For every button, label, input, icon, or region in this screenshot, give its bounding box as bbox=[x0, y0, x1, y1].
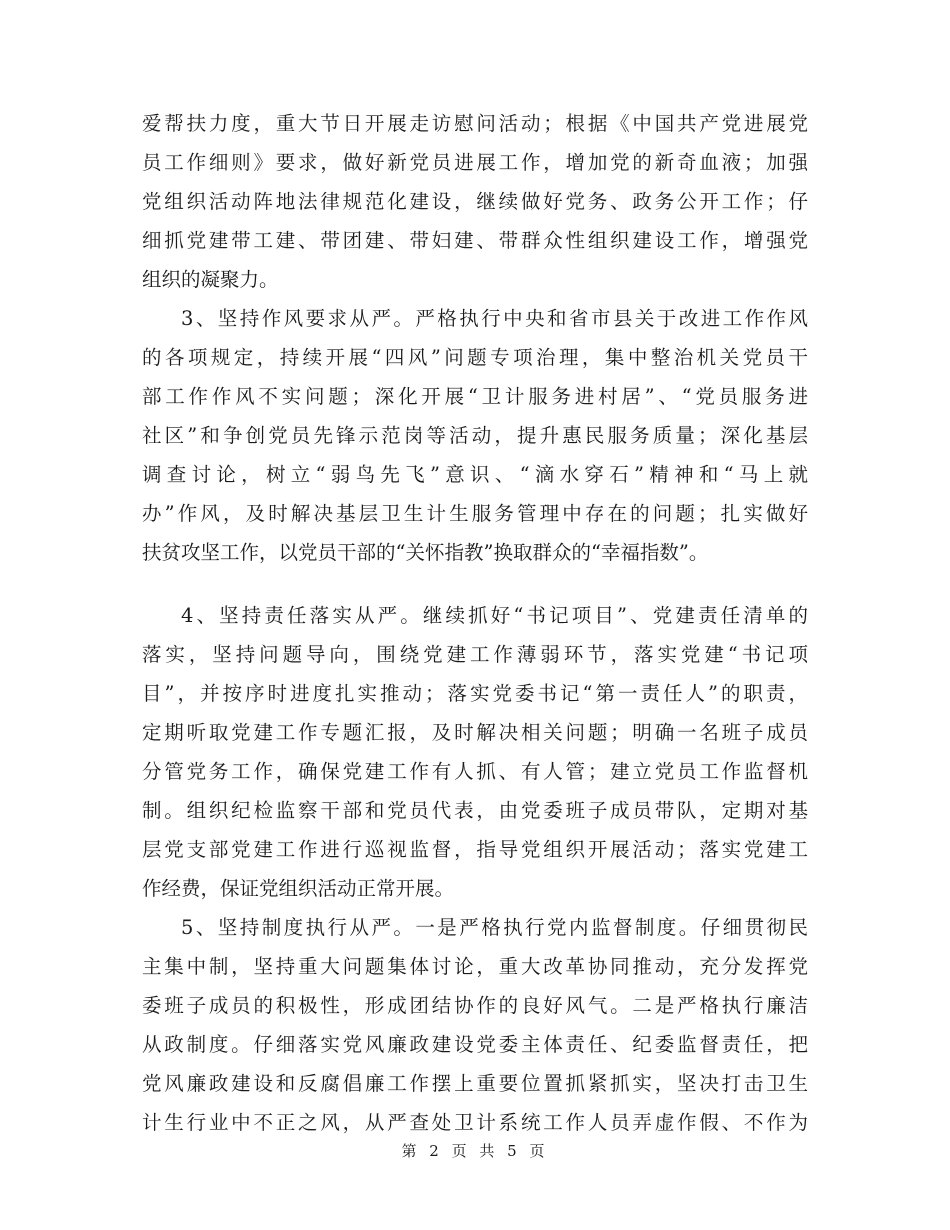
page-number-footer: 第 2 页 共 5 页 bbox=[401, 1142, 549, 1160]
text-line: 党组织活动阵地法律规范化建设，继续做好党务、政务公开工作；仔 bbox=[142, 190, 808, 213]
text-line: 目”，并按序时进度扎实推动；落实党委书记“第一责任人”的职责， bbox=[142, 682, 808, 705]
text-line: 主集中制，坚持重大问题集体讨论，重大改革协同推动，充分发挥党 bbox=[142, 955, 808, 978]
text-line: 3、坚持作风要求从严。严格执行中央和省市县关于改进工作作风 bbox=[181, 307, 808, 330]
text-line: 5、坚持制度执行从严。一是严格执行党内监督制度。仔细贯彻民 bbox=[181, 916, 808, 939]
text-line: 定期听取党建工作专题汇报，及时解决相关问题；明确一名班子成员 bbox=[142, 721, 808, 744]
text-line: 爱帮扶力度，重大节日开展走访慰问活动；根据《中国共产党进展党 bbox=[142, 112, 808, 135]
text-line: 办”作风，及时解决基层卫生计生服务管理中存在的问题；扎实做好 bbox=[142, 502, 808, 525]
text-line: 细抓党建带工建、带团建、带妇建、带群众性组织建设工作，增强党 bbox=[142, 229, 808, 252]
text-line: 从政制度。仔细落实党风廉政建设党委主体责任、纪委监督责任，把 bbox=[142, 1033, 808, 1056]
paragraph-2 bbox=[142, 299, 808, 572]
text-line: 分管党务工作，确保党建工作有人抓、有人管；建立党员工作监督机 bbox=[142, 760, 808, 783]
text-line: 员工作细则》要求，做好新党员进展工作，增加党的新奇血液；加强 bbox=[142, 151, 808, 174]
paragraph-1 bbox=[142, 104, 808, 299]
text-line: 党风廉政建设和反腐倡廉工作摆上重要位置抓紧抓实，坚决打击卫生 bbox=[142, 1072, 808, 1095]
text-line: 落实，坚持问题导向，围绕党建工作薄弱环节，落实党建“书记项 bbox=[142, 643, 808, 666]
text-line: 4、坚持责任落实从严。继续抓好“书记项目”、党建责任清单的 bbox=[181, 604, 808, 627]
text-line: 部工作作风不实问题；深化开展“卫计服务进村居”、“党员服务进 bbox=[142, 385, 808, 408]
text-line: 计生行业中不正之风，从严查处卫计系统工作人员弄虚作假、不作为 bbox=[142, 1111, 808, 1134]
paragraph-3 bbox=[142, 596, 808, 908]
text-line: 调查讨论，树立“弱鸟先飞”意识、“滴水穿石”精神和“马上就 bbox=[142, 463, 808, 486]
text-line: 层党支部党建工作进行巡视监督，指导党组织开展活动；落实党建工 bbox=[142, 838, 808, 861]
text-line: 扶贫攻坚工作，以党员干部的“关怀指教”换取群众的“幸福指数”。 bbox=[142, 541, 709, 564]
text-line: 委班子成员的积极性，形成团结协作的良好风气。二是严格执行廉洁 bbox=[142, 994, 808, 1017]
text-line: 作经费，保证党组织活动正常开展。 bbox=[142, 877, 455, 900]
text-line: 制。组织纪检监察干部和党员代表，由党委班子成员带队，定期对基 bbox=[142, 799, 808, 822]
document-body bbox=[142, 104, 808, 1142]
text-line: 组织的凝聚力。 bbox=[142, 268, 279, 291]
paragraph-4 bbox=[142, 908, 808, 1142]
text-line: 的各项规定，持续开展“四风”问题专项治理，集中整治机关党员干 bbox=[142, 346, 808, 369]
text-line: 社区”和争创党员先锋示范岗等活动，提升惠民服务质量；深化基层 bbox=[142, 424, 808, 447]
paragraph-spacer bbox=[142, 572, 808, 596]
